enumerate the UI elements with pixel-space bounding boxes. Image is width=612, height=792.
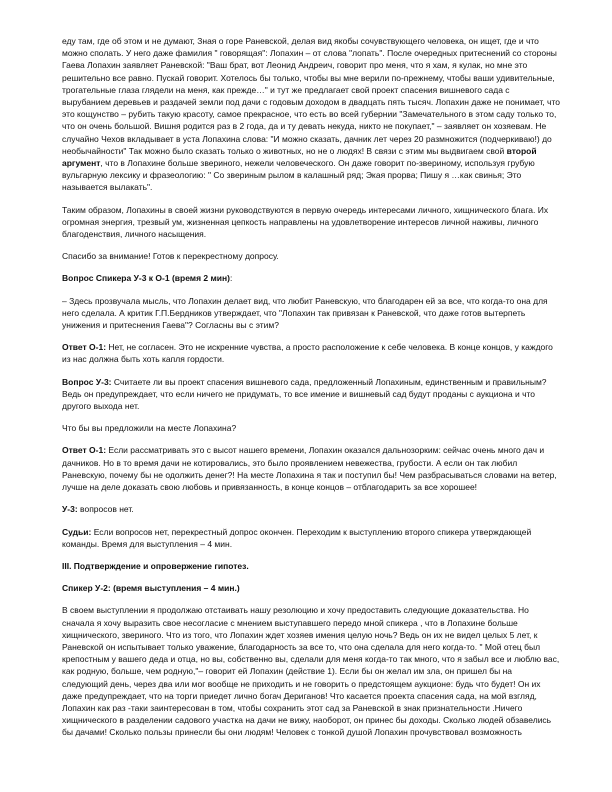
speaker-label: У-3:: [62, 504, 78, 515]
paragraph-thanks: Спасибо за внимание! Готов к перекрестному допросу.: [62, 251, 279, 262]
paragraph-question-2: [62, 376, 560, 413]
paragraph-argument: [62, 35, 560, 194]
text-run: , что в Лопахине больше звериного, нежели человеческого. Он даже говорит по-звериному, используя грубую вульгарную лексику и фразеологию: " Со звериным рылом в калашный ряд; Экая прорва; Пишу я …как свинья; Это называется вылакать".: [62, 158, 535, 193]
paragraph-question-2-cont: Что бы вы предложили на месте Лопахина?: [62, 423, 237, 434]
speaker-text: Если вопросов нет, перекрестный допрос окончен. Переходим к выступлению второго спикера утверждающей команды. Время для выступления – 4 мин.: [62, 526, 532, 549]
heading-text: Вопрос Спикера У-3 к О-1 (время 2 мин): [62, 273, 230, 284]
paragraph-answer-1: [62, 341, 560, 365]
paragraph-conclusion: Таким образом, Лопахины в своей жизни руководствуются в первую очередь интересами личного, хищнического блага. Их огромная энергия, трезвый ум, жизненная цепкость направлены на удовлетворение интересов личной наживы, личного благоденствия, личного насыщения.: [62, 204, 549, 240]
speaker-label: Судьи:: [62, 526, 92, 537]
document-body: [62, 35, 560, 749]
section-heading-text: III. Подтверждение и опровержение гипотез.: [62, 560, 249, 571]
speaker-label: Ответ О-1:: [62, 342, 107, 353]
speaker-heading-text: Спикер У-2: (время выступления – 4 мин.): [62, 583, 240, 594]
heading-tail: :: [229, 273, 233, 284]
speaker-label: Вопрос У-3:: [62, 376, 112, 387]
section-heading: [62, 560, 560, 572]
speaker-label: Ответ О-1:: [62, 445, 107, 456]
speaker-text: Считаете ли вы проект спасения вишневого сада, предложенный Лопахиным, единственным и правильным? Ведь он предупреждает, что если ничего не придумать, то все имение и вишневый сад будут проданы с аукциона и что другого выхода нет.: [62, 376, 547, 412]
speaker-heading: [62, 582, 560, 594]
speaker-text: Нет, не согласен. Это не искренние чувства, а просто расположение к себе человека. В конце концов, у каждого из нас должна быть хоть капля гордости.: [62, 342, 553, 365]
paragraph-question: – Здесь прозвучала мысль, что Лопахин делает вид, что любит Раневскую, что благодарен ей за все, что когда-то она для него сделала. А критик Г.П.Бердников утверждает, что "Лопахин так привязан к Раневской, что даже готов вытерпеть унижения и притеснения Гаева"? Согласны вы с этим?: [62, 295, 548, 331]
heading-question: [62, 272, 560, 284]
bold-phrase: второй аргумент: [62, 145, 537, 169]
paragraph-answer-2: [62, 444, 560, 493]
paragraph-no-questions: [62, 503, 560, 515]
speaker-text: вопросов нет.: [77, 504, 134, 515]
paragraph-judges: [62, 526, 560, 550]
paragraph-speech: В своем выступлении я продолжаю отстаивать нашу резолюцию и хочу предоставить следующие доказательства. Но сначала я хочу выразить свое несогласие с мнением выступавшего передо мной спикера , что в Лопахине больше хищнического, звериного. Что из того, что Лопахин ждет хозяев имения целую ночь? Ведь он их не видел целых 5 лет, к Раневской он испытывает только уважение, благодарность за все то, что она сделала для него когда-то. " Мой отец был крепостным у вашего деда и отца, но вы, собственно вы, сделали для меня когда-то так много, что я забыл все и люблю вас, как родную, больше, чем родную,"– говорит ей Лопахин (действие 1). Если бы он желал им зла, он пришел бы на следующий день, через два или мог вообще не приходить и не говорить о предстоящем аукционе: будь что будет! Он их даже предупреждает, что на торги приедет лично богач Дериганов! Что касается проекта спасения сада, на мой взгляд, Лопахин как раз -таки заинтересован в том, чтобы сохранить этот сад за Раневской в знак признательности .Ничего хищнического в разделении садового участка на дачи не вижу, наоборот, он принес бы доходы. Сколько людей обзавелись бы дачами! Сколько пользы принесли бы они людям! Человек с тонкой душой Лопахин прочувствовал возможность: [62, 605, 560, 738]
text-run: еду там, где об этом и не думают, Зная о горе Раневской, делая вид якобы сочувствующего человека, он ищет, где и что можно сполать. У него даже фамилия " говорящая": Лопахин – от слова "лопать". После очередных притеснений со стороны Гаева Лопахин заявляет Раневской: "Ваш брат, вот Леонид Андреич, говорит про меня, что я хам, я кулак, но мне это решительно все равно. Пускай говорит. Хотелось бы только, чтобы вы мне верили по-прежнему, чтобы ваши удивительные, трогательные глаза глядели на меня, как прежде…" и тут же предлагает свой проект спасения вишневого сада с вырубанием деревьев и раздачей земли под дачи с годовым доходом в двадцать пять тысяч. Лопахин даже не понимает, что это кощунство – рубить такую красоту, самое прекрасное, что есть во всей губернии "Замечательного в этом саду только то, что он очень большой. Вишня родится раз в 2 года, да и ту девать некуда, никто не покупает," – заявляет он хозяевам. Не случайно Чехов вкладывает в уста Лопахина слова: "И можно сказать, дачник лет через 20 размножится (подчеркиваю!) до необычайности" Так можно было сказать только о животных, но не о людях! В связи с этим мы выдвигаем свой: [62, 36, 561, 156]
speaker-text: Если рассматривать это с высот нашего времени, Лопахин оказался дальнозорким: сейчас очень много дач и дачников. Но в то время дачи не котировались, это было проявлением невежества, грубости. А если он так любил Раневскую, почему бы не одолжить денег?! На месте Лопахина я так и поступил бы! Чем разбрасываться словами на ветер, лучше на деле доказать свою любовь и привязанность, в конце концов – отблагодарить за все хорошее!: [62, 445, 557, 493]
